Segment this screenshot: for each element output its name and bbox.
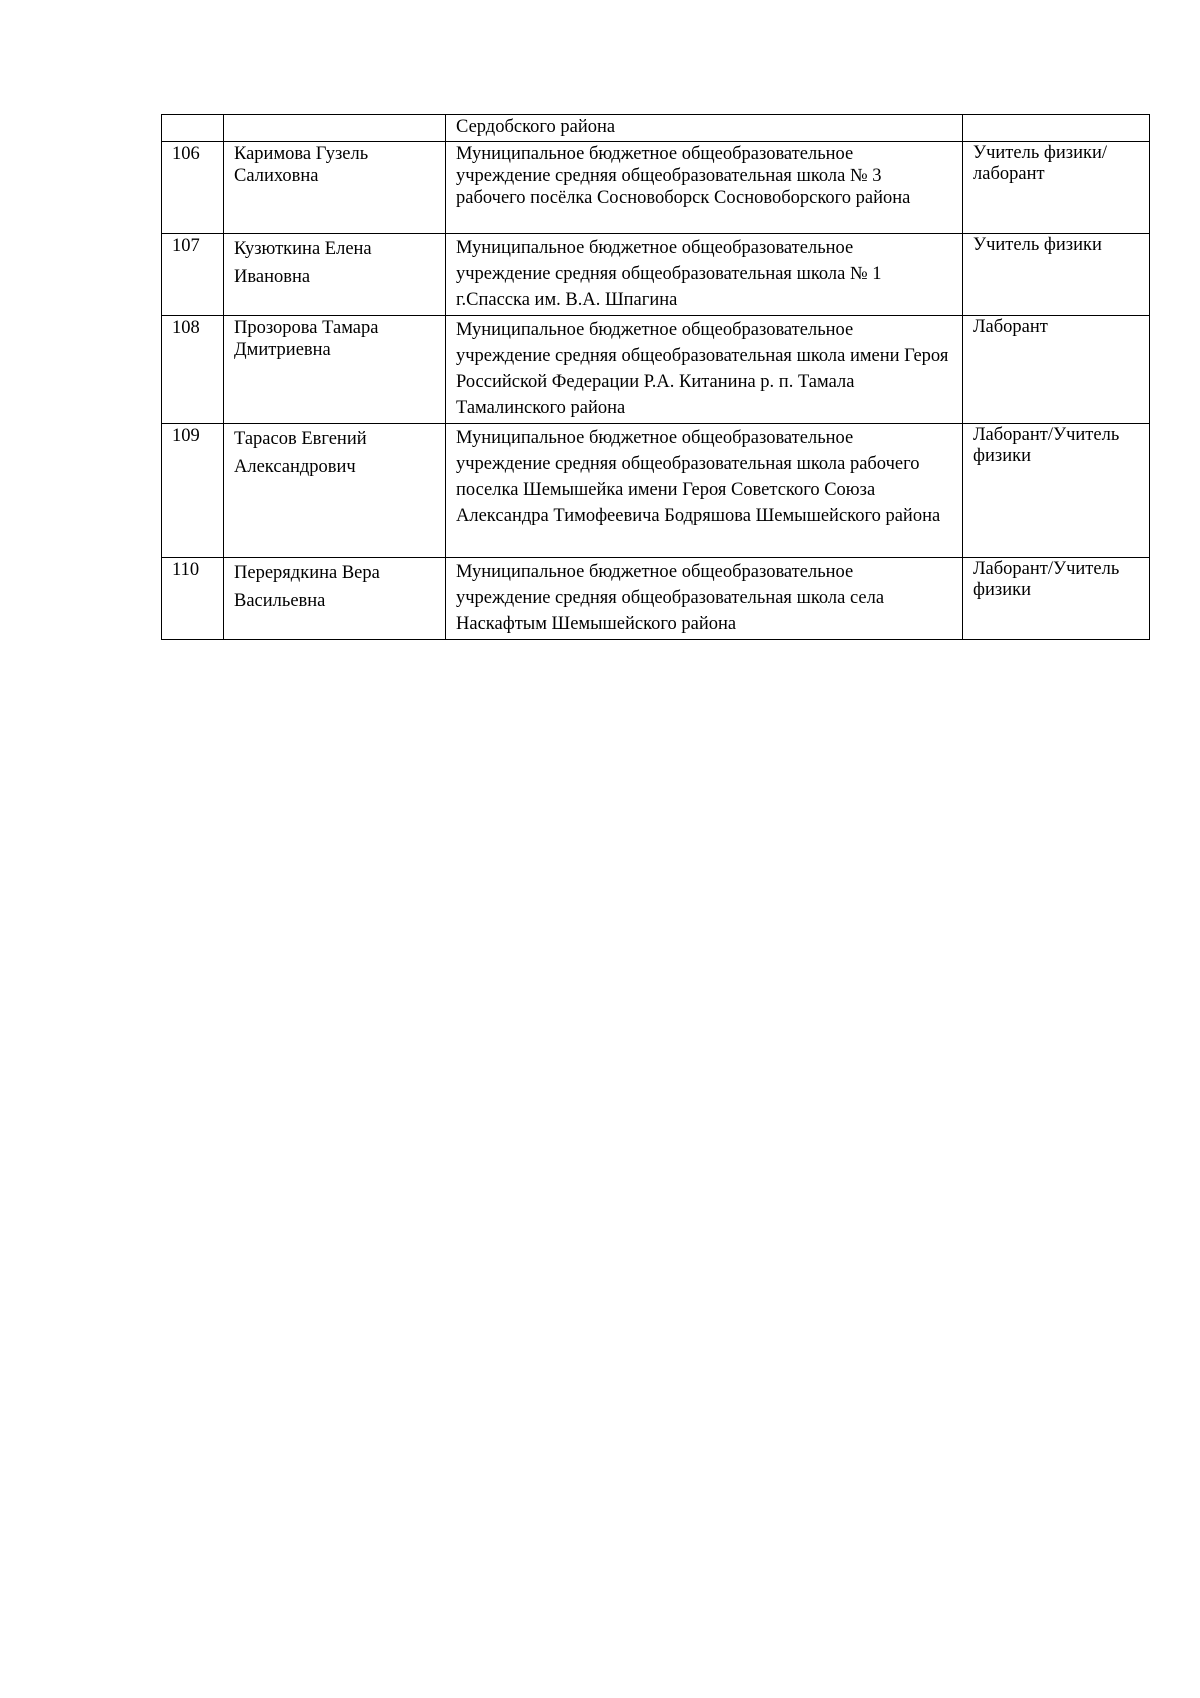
cell-number: 108 bbox=[162, 316, 224, 424]
table-row bbox=[162, 234, 1150, 316]
cell-organization: Муниципальное бюджетное общеобразовательное учреждение средняя общеобразовательная школа № 1 г.Спасска им. В.А. Шпагина bbox=[446, 234, 963, 316]
cell-number bbox=[162, 115, 224, 142]
cell-organization: Муниципальное бюджетное общеобразовательное учреждение средняя общеобразовательная школа имени Героя Российской Федерации Р.А. Китанина р. п. Тамала Тамалинского района bbox=[446, 316, 963, 424]
table-row bbox=[162, 558, 1150, 640]
cell-name: Перерядкина Вера Васильевна bbox=[224, 558, 446, 640]
cell-name: Тарасов Евгений Александрович bbox=[224, 424, 446, 558]
table-row-continuation bbox=[162, 115, 1150, 142]
cell-organization: Муниципальное бюджетное общеобразовательное учреждение средняя общеобразовательная школа № 3 рабочего посёлка Сосновоборск Сосновоборского района bbox=[446, 142, 963, 234]
cell-position: Лаборант bbox=[963, 316, 1150, 424]
cell-name: Каримова Гузель Салиховна bbox=[224, 142, 446, 234]
table-row bbox=[162, 316, 1150, 424]
cell-position bbox=[963, 115, 1150, 142]
cell-number: 109 bbox=[162, 424, 224, 558]
cell-number: 107 bbox=[162, 234, 224, 316]
cell-name: Прозорова Тамара Дмитриевна bbox=[224, 316, 446, 424]
cell-position: Учитель физики bbox=[963, 234, 1150, 316]
cell-organization: Муниципальное бюджетное общеобразовательное учреждение средняя общеобразовательная школа села Наскафтым Шемышейского района bbox=[446, 558, 963, 640]
cell-number: 110 bbox=[162, 558, 224, 640]
cell-number: 106 bbox=[162, 142, 224, 234]
cell-name: Кузюткина Елена Ивановна bbox=[224, 234, 446, 316]
cell-organization: Сердобского района bbox=[446, 115, 963, 142]
cell-position: Лаборант/Учитель физики bbox=[963, 558, 1150, 640]
cell-organization: Муниципальное бюджетное общеобразовательное учреждение средняя общеобразовательная школа рабочего поселка Шемышейка имени Героя Советского Союза Александра Тимофеевича Бодряшова Шемышейского района bbox=[446, 424, 963, 558]
table-row bbox=[162, 142, 1150, 234]
cell-name bbox=[224, 115, 446, 142]
table-row bbox=[162, 424, 1150, 558]
cell-position: Лаборант/Учитель физики bbox=[963, 424, 1150, 558]
cell-position: Учитель физики/лаборант bbox=[963, 142, 1150, 234]
staff-table bbox=[161, 114, 1150, 640]
